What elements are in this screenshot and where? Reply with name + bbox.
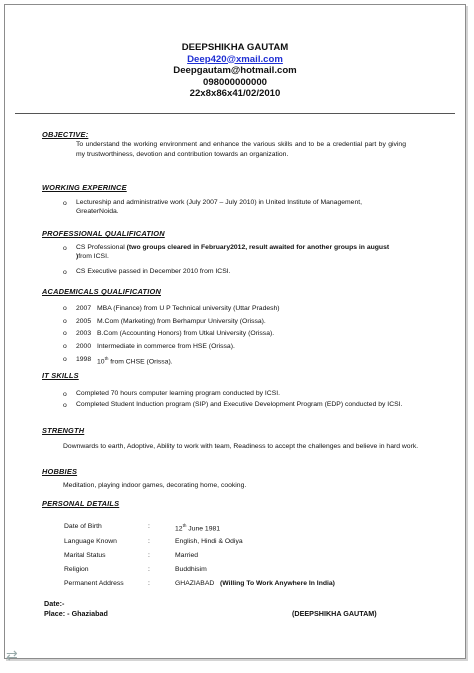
academic-year: 2000 xyxy=(76,343,92,350)
personal-heading: PERSONAL DETAILS xyxy=(42,499,120,508)
it-skill-item: Completed Student Induction program (SIP) and Executive Development Program (EDP) conducted by ICSI. xyxy=(76,401,403,408)
academic-year: 2005 xyxy=(76,318,92,325)
academic-text: M.Com (Marketing) from Berhampur University (Orissa). xyxy=(97,318,266,325)
strength-text: Downwards to earth, Adoptive, Ability to work with team, Readiness to accept the challenges and believe in hard work. xyxy=(63,443,419,450)
bullet: o xyxy=(63,200,67,207)
experience-heading: WORKING EXPERINCE xyxy=(42,183,127,192)
place-label: Place: - Ghaziabad xyxy=(44,609,108,618)
colon: : xyxy=(148,552,150,559)
email-link-1[interactable]: Deep420@xmail.com xyxy=(187,53,283,65)
dob-label: Date of Birth xyxy=(64,523,102,530)
address-label: Permanent Address xyxy=(64,580,124,587)
marital-label: Marital Status xyxy=(64,552,106,559)
professional-item-2: CS Executive passed in December 2010 from ICSI. xyxy=(76,268,231,275)
it-skills-heading: IT SKILLS xyxy=(42,371,79,380)
objective-text: To understand the working environment and enhance the various skills and to be a credential part by giving my trustworthiness, devotion and contribution towards an organization. xyxy=(76,141,406,158)
address-value: GHAZIABAD (Willing To Work Anywhere In India) xyxy=(175,580,335,587)
phone-number: 098000000000 xyxy=(202,76,268,88)
marital-value: Married xyxy=(175,552,199,559)
bullet: o xyxy=(63,330,67,337)
bullet: o xyxy=(63,269,67,276)
bullet: o xyxy=(63,402,67,409)
hobbies-text: Meditation, playing indoor games, decorating home, cooking. xyxy=(63,482,247,489)
address-line: 22x8x86x41/02/2010 xyxy=(189,88,281,99)
academic-heading: ACADEMICALS QUALIFICATION xyxy=(42,287,161,296)
academic-year: 2007 xyxy=(76,305,92,312)
academic-year: 1998 xyxy=(76,356,92,363)
bullet: o xyxy=(63,343,67,350)
colon: : xyxy=(148,580,150,587)
hobbies-heading: HOBBIES xyxy=(42,467,78,476)
header-divider xyxy=(15,113,455,114)
academic-text: MBA (Finance) from U P Technical university (Uttar Pradesh) xyxy=(97,305,280,312)
resume-header xyxy=(5,5,465,100)
colon: : xyxy=(148,523,150,530)
strength-heading: STRENGTH xyxy=(42,426,85,435)
dob-value: 12th June 1981 xyxy=(175,523,221,533)
religion-label: Religion xyxy=(64,566,89,573)
colon: : xyxy=(148,538,150,545)
date-label: Date:- xyxy=(44,599,65,608)
academic-year: 2003 xyxy=(76,330,92,337)
academic-text: B.Com (Accounting Honors) from Utkal University (Orissa). xyxy=(97,330,275,337)
colon: : xyxy=(148,566,150,573)
bullet: o xyxy=(63,391,67,398)
professional-item-1: CS Professional (two groups cleared in February2012, result awaited for another groups in august )from ICSI. xyxy=(76,244,390,261)
email-2: Deepgautam@hotmail.com xyxy=(173,65,297,76)
it-skill-item: Completed 70 hours computer learning program conducted by ICSI. xyxy=(76,390,281,397)
scroll-arrow-icon[interactable]: ⇄ xyxy=(6,647,18,663)
bullet: o xyxy=(63,305,67,312)
bullet: o xyxy=(63,356,67,363)
religion-value: Buddhisim xyxy=(175,566,207,573)
language-value: English, Hindi & Odiya xyxy=(175,538,243,545)
bullet: o xyxy=(63,318,67,325)
language-label: Language Known xyxy=(64,538,117,545)
objective-heading: OBJECTIVE: xyxy=(42,130,89,139)
candidate-name: DEEPSHIKHA GAUTAM xyxy=(181,42,289,53)
signature: (DEEPSHIKHA GAUTAM) xyxy=(292,609,377,618)
academic-text: 10th from CHSE (Orissa). xyxy=(97,356,173,366)
experience-item: Lectureship and administrative work (July 2007 – July 2010) in United Institute of Management, GreaterNoida. xyxy=(76,199,363,216)
academic-text: Intermediate in commerce from HSE (Orissa). xyxy=(97,343,235,350)
resume-page xyxy=(4,4,466,659)
professional-heading: PROFESSIONAL QUALIFICATION xyxy=(42,229,165,238)
bullet: o xyxy=(63,245,67,252)
